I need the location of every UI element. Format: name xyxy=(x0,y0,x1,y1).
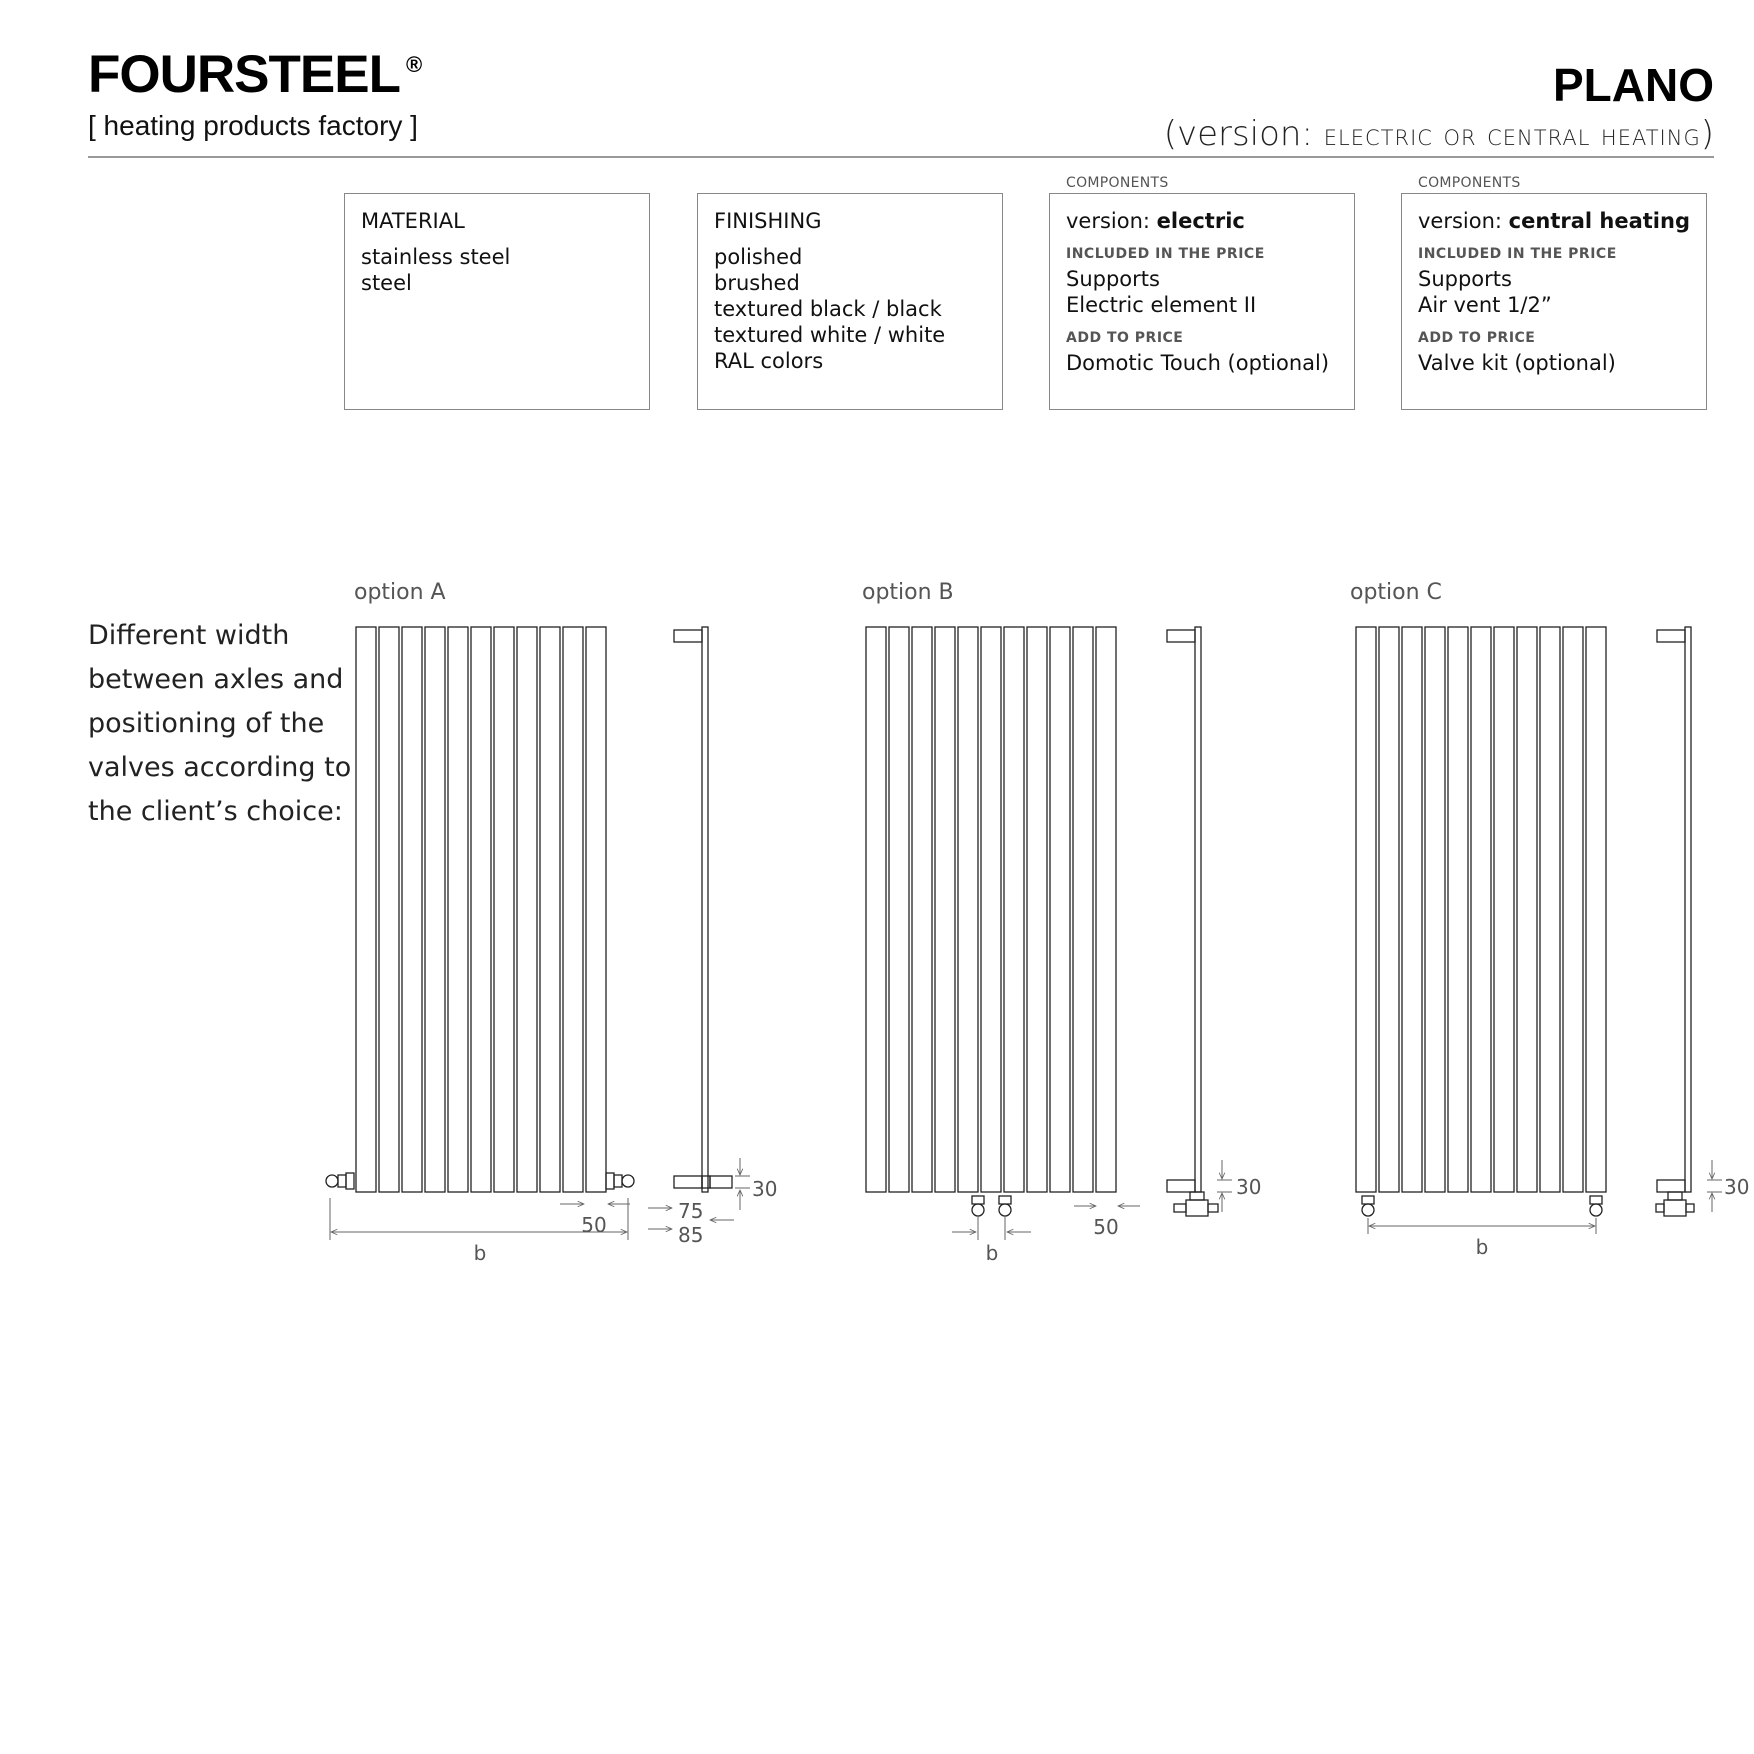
option-b-dim-30: 30 xyxy=(1236,1175,1262,1199)
radiator-column xyxy=(1448,627,1468,1192)
radiator-column xyxy=(1540,627,1560,1192)
radiator-column xyxy=(1563,627,1583,1192)
radiator-column xyxy=(1004,627,1024,1192)
radiator-column xyxy=(1425,627,1445,1192)
included-item: Air vent 1/2” xyxy=(1418,293,1552,317)
add-item: Domotic Touch (optional) xyxy=(1066,351,1330,375)
radiator-column xyxy=(935,627,955,1192)
option-a-side-view xyxy=(674,627,732,1192)
description-line: Different width xyxy=(88,620,290,651)
version-suffix: ) xyxy=(1700,114,1714,154)
included-label: INCLUDED IN THE PRICE xyxy=(1418,246,1617,262)
radiator-column xyxy=(1050,627,1070,1192)
included-item: Supports xyxy=(1066,267,1160,291)
description-line: between axles and xyxy=(88,664,344,695)
radiator-column xyxy=(1402,627,1422,1192)
option-a-label: option A xyxy=(354,580,446,605)
radiator-column xyxy=(981,627,1001,1192)
version-prefix: (version: xyxy=(1163,114,1324,154)
option-c-dim-b: b xyxy=(1475,1235,1489,1259)
description-line: the client’s choice: xyxy=(88,796,343,827)
option-c-left-valve xyxy=(1362,1196,1374,1216)
radiator-column xyxy=(1027,627,1047,1192)
radiator-column xyxy=(1494,627,1514,1192)
included-item: Supports xyxy=(1418,267,1512,291)
option-b-dim-b: b xyxy=(985,1241,999,1265)
version-types: electric or central heating xyxy=(1323,118,1701,153)
radiator-column xyxy=(356,627,376,1192)
brand-tagline: [ heating products factory ] xyxy=(88,110,418,141)
finishing-title: FINISHING xyxy=(714,209,822,233)
material-title: MATERIAL xyxy=(361,209,465,233)
option-a-front-view xyxy=(326,627,634,1192)
option-a-right-valve xyxy=(606,1173,634,1189)
finishing-item: textured black / black xyxy=(714,297,942,321)
description-line: positioning of the xyxy=(88,708,325,739)
radiator-column xyxy=(1586,627,1606,1192)
included-item: Electric element II xyxy=(1066,293,1257,317)
option-b-side-view xyxy=(1167,627,1218,1216)
product-title: PLANO xyxy=(1553,59,1714,111)
components-heading: COMPONENTS xyxy=(1066,175,1169,191)
radiator-column xyxy=(425,627,445,1192)
finishing-item: textured white / white xyxy=(714,323,946,347)
radiator-column xyxy=(379,627,399,1192)
material-item: stainless steel xyxy=(361,245,511,269)
finishing-item: brushed xyxy=(714,271,800,295)
option-c-front-view xyxy=(1356,627,1606,1216)
option-c-dim-30: 30 xyxy=(1724,1175,1750,1199)
radiator-column xyxy=(1096,627,1116,1192)
radiator-column xyxy=(563,627,583,1192)
version-label: version: xyxy=(1418,209,1509,233)
option-a-dim-50: 50 xyxy=(581,1213,607,1237)
included-label: INCLUDED IN THE PRICE xyxy=(1066,246,1265,262)
radiator-column xyxy=(1379,627,1399,1192)
radiator-column xyxy=(1517,627,1537,1192)
option-b-valve xyxy=(972,1196,984,1216)
option-b-dim-50: 50 xyxy=(1093,1215,1119,1239)
option-a-left-valve xyxy=(326,1173,354,1189)
option-a-dim-b: b xyxy=(473,1241,487,1265)
radiator-column xyxy=(958,627,978,1192)
radiator-column xyxy=(912,627,932,1192)
finishing-item: polished xyxy=(714,245,803,269)
material-item: steel xyxy=(361,271,412,295)
option-b-label: option B xyxy=(862,580,954,605)
option-c-side-view xyxy=(1656,627,1694,1216)
radiator-column xyxy=(889,627,909,1192)
version-name: electric xyxy=(1156,209,1245,233)
radiator-column xyxy=(866,627,886,1192)
option-b-front-view xyxy=(866,627,1116,1216)
finishing-item: RAL colors xyxy=(714,349,824,373)
option-c-right-valve xyxy=(1590,1196,1602,1216)
registered-mark: ® xyxy=(405,52,422,77)
add-item: Valve kit (optional) xyxy=(1418,351,1616,375)
components-heading: COMPONENTS xyxy=(1418,175,1521,191)
add-label: ADD TO PRICE xyxy=(1418,330,1536,346)
radiator-column xyxy=(540,627,560,1192)
radiator-column xyxy=(471,627,491,1192)
radiator-column xyxy=(586,627,606,1192)
option-a-dim-30: 30 xyxy=(752,1177,778,1201)
radiator-column xyxy=(494,627,514,1192)
option-a-dim-85: 85 xyxy=(678,1223,704,1247)
add-label: ADD TO PRICE xyxy=(1066,330,1184,346)
option-c-dimensions xyxy=(1368,1218,1596,1234)
radiator-column xyxy=(402,627,422,1192)
option-c-side-dimensions xyxy=(1707,1160,1722,1212)
option-b-valve xyxy=(999,1196,1011,1216)
option-a-dim-75: 75 xyxy=(678,1199,704,1223)
radiator-column xyxy=(1073,627,1093,1192)
brand-name: FOURSTEEL xyxy=(88,45,400,104)
option-c-label: option C xyxy=(1350,580,1442,605)
radiator-column xyxy=(448,627,468,1192)
radiator-column xyxy=(1471,627,1491,1192)
radiator-column xyxy=(517,627,537,1192)
option-b-side-dimensions xyxy=(1217,1160,1232,1212)
description-line: valves according to xyxy=(88,752,352,783)
version-name: central heating xyxy=(1508,209,1690,233)
radiator-column xyxy=(1356,627,1376,1192)
version-label: version: xyxy=(1066,209,1157,233)
